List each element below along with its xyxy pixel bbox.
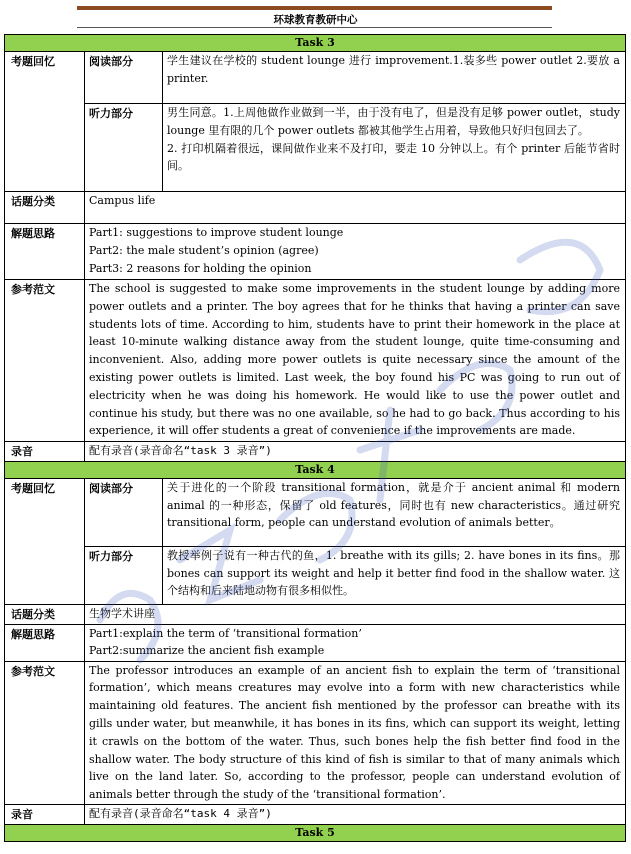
category-label: 话题分类	[5, 604, 85, 624]
sample-label: 参考范文	[5, 661, 85, 804]
approach-text: Part1: suggestions to improve student lounge Part2: the male student’s opinion (agree) Part3: 2 reasons for holding the opinion	[85, 224, 626, 280]
sample-label: 参考范文	[5, 280, 85, 442]
reading-label: 阅读部分	[85, 478, 163, 546]
task-4-header: Task 4	[5, 461, 626, 478]
sample-text: The school is suggested to make some improvements in the student lounge by adding more power outlets and a printer. The boy agrees that for he thinks that having a printer can save students lots of time. According to him, students have to print their homework in the place at least 10-minute walking distance away from the student lounge, quite time-consuming and inconvenient. Also, adding more power outlets is quite necessary since the amount of the existing power outlets is limited. Last week, the boy found his PC was going to run out of electricity when he was doing his homework. He would like to use the power outlet and continue his study, but there was no one available, so he had to go back. Thus according to his experience, it will offer students a great of convenience if the improvements are made.	[85, 280, 626, 442]
task-table	[4, 34, 626, 842]
sample-text: The professor introduces an example of an ancient fish to explain the term of ‘transitional formation’, which means creatures may evolve into a form with new characteristics while maintaining old features. The ancient fish mentioned by the professor can breathe with its gills under water, but meanwhile, it has bones in its fins, which can support its weight, letting it crawls on the bottom of the water. Thus, such bones help the fish better find food in the shallow water. The body structure of this kind of fish is similar to that of many animals which live on the land later. So, according to the professor, people can understand evolution of animals better through the study of the ‘transitional formation’.	[85, 661, 626, 804]
recall-label: 考题回忆	[5, 52, 85, 192]
header-rule	[77, 27, 552, 28]
category-value: Campus life	[85, 192, 626, 224]
recall-label: 考题回忆	[5, 478, 85, 604]
reading-text: 学生建议在学校的 student lounge 进行 improvement.1.装多些 power outlet 2.要放 a printer.	[163, 52, 626, 104]
approach-label: 解题思路	[5, 624, 85, 661]
task-5-header: Task 5	[5, 824, 626, 841]
audio-note: 配有录音(录音命名“task 3 录音”)	[85, 442, 626, 462]
listening-label: 听力部分	[85, 546, 163, 604]
listening-text: 男生同意。1.上周他做作业做到一半，由于没有电了，但是没有足够 power outlet，study lounge 里有限的几个 power outlets 都被其他学生占用着，导致他只好归包回去了。 2. 打印机隔着很远，课间做作业来不及打印，要走 10 分钟以上。有个 printer 后能节省时间。	[163, 104, 626, 192]
header-title: 环球教育教研中心	[273, 14, 358, 26]
task-3-header: Task 3	[5, 35, 626, 52]
listening-text: 教授举例子说有一种古代的鱼，1. breathe with its gills; 2. have bones in its fins。那 bones can support its weight and help it better find food in the shallow water. 这个结构和后来陆地动物有很多相似性。	[163, 546, 626, 604]
listening-label: 听力部分	[85, 104, 163, 192]
audio-note: 配有录音(录音命名“task 4 录音”)	[85, 804, 626, 824]
audio-label: 录音	[5, 442, 85, 462]
approach-label: 解题思路	[5, 224, 85, 280]
audio-label: 录音	[5, 804, 85, 824]
approach-text: Part1:explain the term of ‘transitional formation’ Part2:summarize the ancient fish example	[85, 624, 626, 661]
header-top-bar	[77, 6, 552, 10]
category-value: 生物学术讲座	[85, 604, 626, 624]
reading-label: 阅读部分	[85, 52, 163, 104]
reading-text: 关于进化的一个阶段 transitional formation，就是介于 ancient animal 和 modern animal 的一种形态，保留了 old features，同时也有 new characteristics。通过研究 transitional form, people can understand evolution of animals better。	[163, 478, 626, 546]
category-label: 话题分类	[5, 192, 85, 224]
